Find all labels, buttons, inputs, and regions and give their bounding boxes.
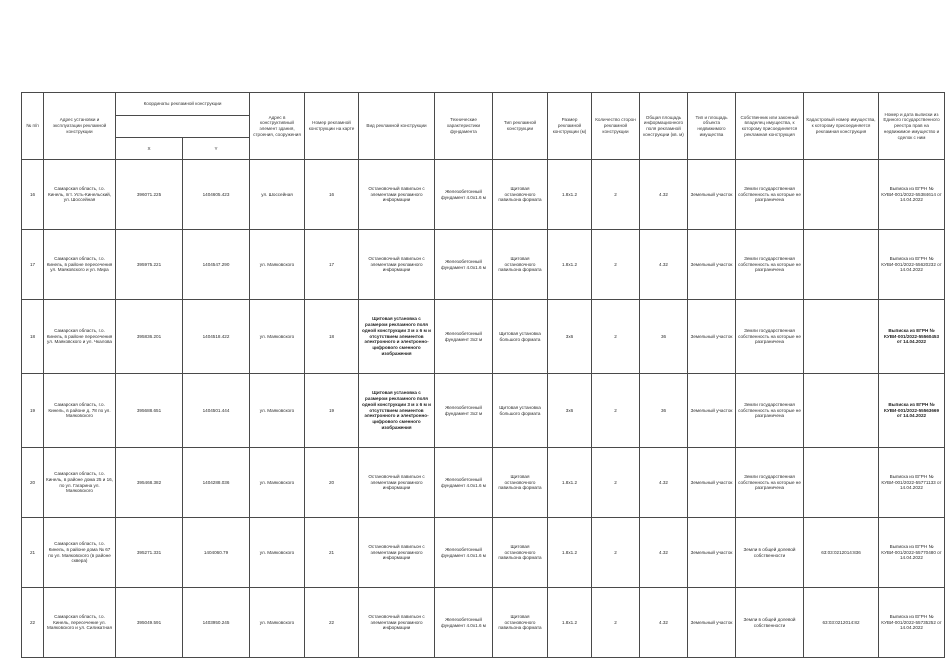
cell-area: 4.32 <box>640 518 688 588</box>
cell-address: Самарская область, г.о. Кинель, в районе дома 25 и 16, по ул. Гагарина ул. Маяковского <box>44 448 116 518</box>
cell-egrn: Выписка из ЕГРН № КУВИ-001/2022-55384614 от 14.04.2022 <box>879 160 945 230</box>
cell-num: 19 <box>22 374 44 448</box>
cell-y: 1404518.422 <box>183 300 250 374</box>
header-address: Адрес установки и эксплуатации рекламной конструкции <box>44 93 116 160</box>
table-row <box>22 518 945 588</box>
cell-num: 17 <box>22 230 44 300</box>
cell-cadastral <box>804 230 879 300</box>
cell-format: Щитовая установка большого формата <box>493 374 548 448</box>
cell-land: Земельный участок <box>688 160 736 230</box>
cell-area: 4.32 <box>640 448 688 518</box>
cell-owner: Земли государственная собственность на которые не разграничена <box>736 160 804 230</box>
cell-y: 1404501.444 <box>183 374 250 448</box>
cell-building: ул. Маяковского <box>250 588 305 658</box>
cell-owner: Земли государственная собственность на которые не разграничена <box>736 230 804 300</box>
cell-size: 3х6 <box>548 374 592 448</box>
cell-x: 395049.591 <box>116 588 183 658</box>
cell-tech: Железобетонный фундамент 4.0х1.6 м <box>435 448 493 518</box>
table-row <box>22 588 945 658</box>
header-egrn: Номер и дата выписки из Единого государственного реестра прав на недвижимое имущество и сделок с ним <box>879 93 945 160</box>
cell-sides: 2 <box>592 230 640 300</box>
header-sides: Количество сторон рекламной конструкции <box>592 93 640 160</box>
header-building-address: Адрес в конструктивный элемент здания, строения, сооружения <box>250 93 305 160</box>
cell-egrn: Выписка из ЕГРН № КУВИ-001/2022-55560453 от 14.04.2022 <box>879 300 945 374</box>
cell-number: 17 <box>305 230 359 300</box>
cell-x: 395468.382 <box>116 448 183 518</box>
cell-num: 20 <box>22 448 44 518</box>
cell-size: 3х6 <box>548 300 592 374</box>
cell-sides: 2 <box>592 448 640 518</box>
cell-building: ул. Маяковского <box>250 448 305 518</box>
cell-building: ул. Шоссейная <box>250 160 305 230</box>
header-owner: Собственник или законный владелец имущества, к которому присоединяется рекламная конструкция <box>736 93 804 160</box>
header-number: Номер рекламной конструкции на карте <box>305 93 359 160</box>
cell-format: Щитовая остановочного павильона формата <box>493 448 548 518</box>
cell-land: Земельный участок <box>688 518 736 588</box>
cell-cadastral <box>804 300 879 374</box>
table-row <box>22 300 945 374</box>
cell-cadastral <box>804 374 879 448</box>
cell-sides: 2 <box>592 300 640 374</box>
cell-area: 36 <box>640 300 688 374</box>
cell-x: 395975.221 <box>116 230 183 300</box>
cell-land: Земельный участок <box>688 300 736 374</box>
cell-x: 395836.201 <box>116 300 183 374</box>
header-num: № п/п <box>22 93 44 160</box>
header-land-type: Тип и площадь объекта недвижимого имущества <box>688 93 736 160</box>
header-cadastral: Кадастровый номер имущества, к которому присоединяется рекламная конструкция <box>804 93 879 160</box>
cell-owner: Земли в общей долевой собственности <box>736 588 804 658</box>
cell-land: Земельный участок <box>688 588 736 658</box>
cell-tech: Железобетонный фундамент 4.0х1.6 м <box>435 588 493 658</box>
cell-sides: 2 <box>592 160 640 230</box>
cell-y: 1404060.79 <box>183 518 250 588</box>
cell-size: 1.8х1.2 <box>548 518 592 588</box>
cell-x: 396071.225 <box>116 160 183 230</box>
cell-size: 1.8х1.2 <box>548 230 592 300</box>
cell-x: 395688.651 <box>116 374 183 448</box>
cell-egrn: Выписка из ЕГРН № КУВИ-001/2022-55735252 от 14.04.2022 <box>879 588 945 658</box>
table-row <box>22 374 945 448</box>
cell-address: Самарская область, г.о. Кинель, в районе дома № 67 по ул. Маяковского (в районе сквера) <box>44 518 116 588</box>
cell-address: Самарская область, г.о. Кинель, в районе д. 78 по ул. Маяковского <box>44 374 116 448</box>
cell-number: 19 <box>305 374 359 448</box>
cell-egrn: Выписка из ЕГРН № КУВИ-001/2022-55770480 от 14.04.2022 <box>879 518 945 588</box>
cell-address: Самарская область, г.о. Кинель, пгт. Усть-Кинельский, ул. Шоссейная <box>44 160 116 230</box>
cell-format: Щитовая остановочного павильона формата <box>493 160 548 230</box>
advertising-structures-table <box>21 92 945 658</box>
cell-type: Остановочный павильон с элементами рекламного информации <box>359 448 435 518</box>
cell-y: 1404605.423 <box>183 160 250 230</box>
cell-egrn: Выписка из ЕГРН № КУВИ-001/2022-55771133 от 14.04.2022 <box>879 448 945 518</box>
cell-type: Остановочный павильон с элементами рекламного информации <box>359 518 435 588</box>
cell-area: 4.32 <box>640 160 688 230</box>
header-type: Вид рекламной конструкции <box>359 93 435 160</box>
header-coords-gap <box>116 116 250 138</box>
table-row <box>22 448 945 518</box>
cell-size: 1.8х1.2 <box>548 588 592 658</box>
cell-y: 1403950.245 <box>183 588 250 658</box>
cell-cadastral: 63:03:0212014:836 <box>804 518 879 588</box>
header-tech: Технические характеристики фундамента <box>435 93 493 160</box>
header-coord-y: Y <box>183 138 250 160</box>
cell-sides: 2 <box>592 588 640 658</box>
cell-owner: Земли государственная собственность на которые не разграничена <box>736 374 804 448</box>
cell-sides: 2 <box>592 518 640 588</box>
cell-tech: Железобетонный фундамент 3х2 м <box>435 374 493 448</box>
cell-cadastral <box>804 160 879 230</box>
cell-number: 16 <box>305 160 359 230</box>
cell-number: 20 <box>305 448 359 518</box>
cell-size: 1.8х1.2 <box>548 160 592 230</box>
cell-tech: Железобетонный фундамент 3х2 м <box>435 300 493 374</box>
cell-num: 16 <box>22 160 44 230</box>
cell-cadastral <box>804 448 879 518</box>
cell-address: Самарская область, г.о. Кинель, в районе пересечения ул. Маяковского и ул. Чкалова <box>44 300 116 374</box>
cell-tech: Железобетонный фундамент 4.0х1.6 м <box>435 230 493 300</box>
cell-building: ул. Маяковского <box>250 230 305 300</box>
cell-owner: Земли государственная собственность на которые не разграничена <box>736 300 804 374</box>
cell-x: 395271.331 <box>116 518 183 588</box>
cell-egrn: Выписка из ЕГРН № КУВИ-001/2022-55620232 от 14.04.2022 <box>879 230 945 300</box>
cell-land: Земельный участок <box>688 230 736 300</box>
cell-num: 22 <box>22 588 44 658</box>
cell-num: 21 <box>22 518 44 588</box>
header-coord-x: X <box>116 138 183 160</box>
cell-building: ул. Маяковского <box>250 374 305 448</box>
cell-address: Самарская область, г.о. Кинель, пересечение ул. Маяковского и ул. Силикатная <box>44 588 116 658</box>
cell-building: ул. Маяковского <box>250 300 305 374</box>
cell-land: Земельный участок <box>688 374 736 448</box>
cell-y: 1404288.036 <box>183 448 250 518</box>
cell-land: Земельный участок <box>688 448 736 518</box>
cell-format: Щитовая остановочного павильона формата <box>493 230 548 300</box>
cell-owner: Земли в общей долевой собственности <box>736 518 804 588</box>
header-format: Тип рекламной конструкции <box>493 93 548 160</box>
cell-format: Щитовая остановочного павильона формата <box>493 588 548 658</box>
cell-number: 18 <box>305 300 359 374</box>
cell-tech: Железобетонный фундамент 4.0х1.6 м <box>435 518 493 588</box>
cell-area: 4.32 <box>640 588 688 658</box>
cell-number: 21 <box>305 518 359 588</box>
header-size: Размер рекламной конструкции (м) <box>548 93 592 160</box>
header-area: Общая площадь информационного поля рекламной конструкции (кв. м) <box>640 93 688 160</box>
cell-egrn: Выписка из ЕГРН № КУВИ-001/2022-55563669 от 14.04.2022 <box>879 374 945 448</box>
cell-y: 1404547.290 <box>183 230 250 300</box>
table-row <box>22 160 945 230</box>
cell-number: 22 <box>305 588 359 658</box>
cell-area: 4.32 <box>640 230 688 300</box>
cell-tech: Железобетонный фундамент 4.0х1.6 м <box>435 160 493 230</box>
cell-type: Остановочный павильон с элементами рекламного информации <box>359 230 435 300</box>
table-body <box>22 160 945 658</box>
cell-format: Щитовая остановочного павильона формата <box>493 518 548 588</box>
table-row <box>22 230 945 300</box>
cell-type: Остановочный павильон с элементами рекламного информации <box>359 588 435 658</box>
cell-size: 1.8х1.2 <box>548 448 592 518</box>
document-sheet <box>21 92 942 658</box>
cell-type: Остановочный павильон с элементами рекламного информации <box>359 160 435 230</box>
cell-cadastral: 63:03:0212014:82 <box>804 588 879 658</box>
cell-building: ул. Маяковского <box>250 518 305 588</box>
cell-owner: Земли государственная собственность на которые не разграничена <box>736 448 804 518</box>
cell-type: Щитовая установка с размером рекламного поля одной конструкции 3 м х 6 м и отсутствием элементов электронного и электронно-цифрового сменного изображения <box>359 300 435 374</box>
cell-sides: 2 <box>592 374 640 448</box>
cell-num: 18 <box>22 300 44 374</box>
cell-area: 36 <box>640 374 688 448</box>
cell-type: Щитовая установка с размером рекламного поля одной конструкции 3 м х 6 м и отсутствием элементов электронного и электронно-цифрового сменного изображения <box>359 374 435 448</box>
header-coords: Координаты рекламной конструкции <box>116 93 250 116</box>
cell-address: Самарская область, г.о. Кинель, в районе пересечения ул. Маяковского и ул. Мира <box>44 230 116 300</box>
cell-format: Щитовая установка большого формата <box>493 300 548 374</box>
